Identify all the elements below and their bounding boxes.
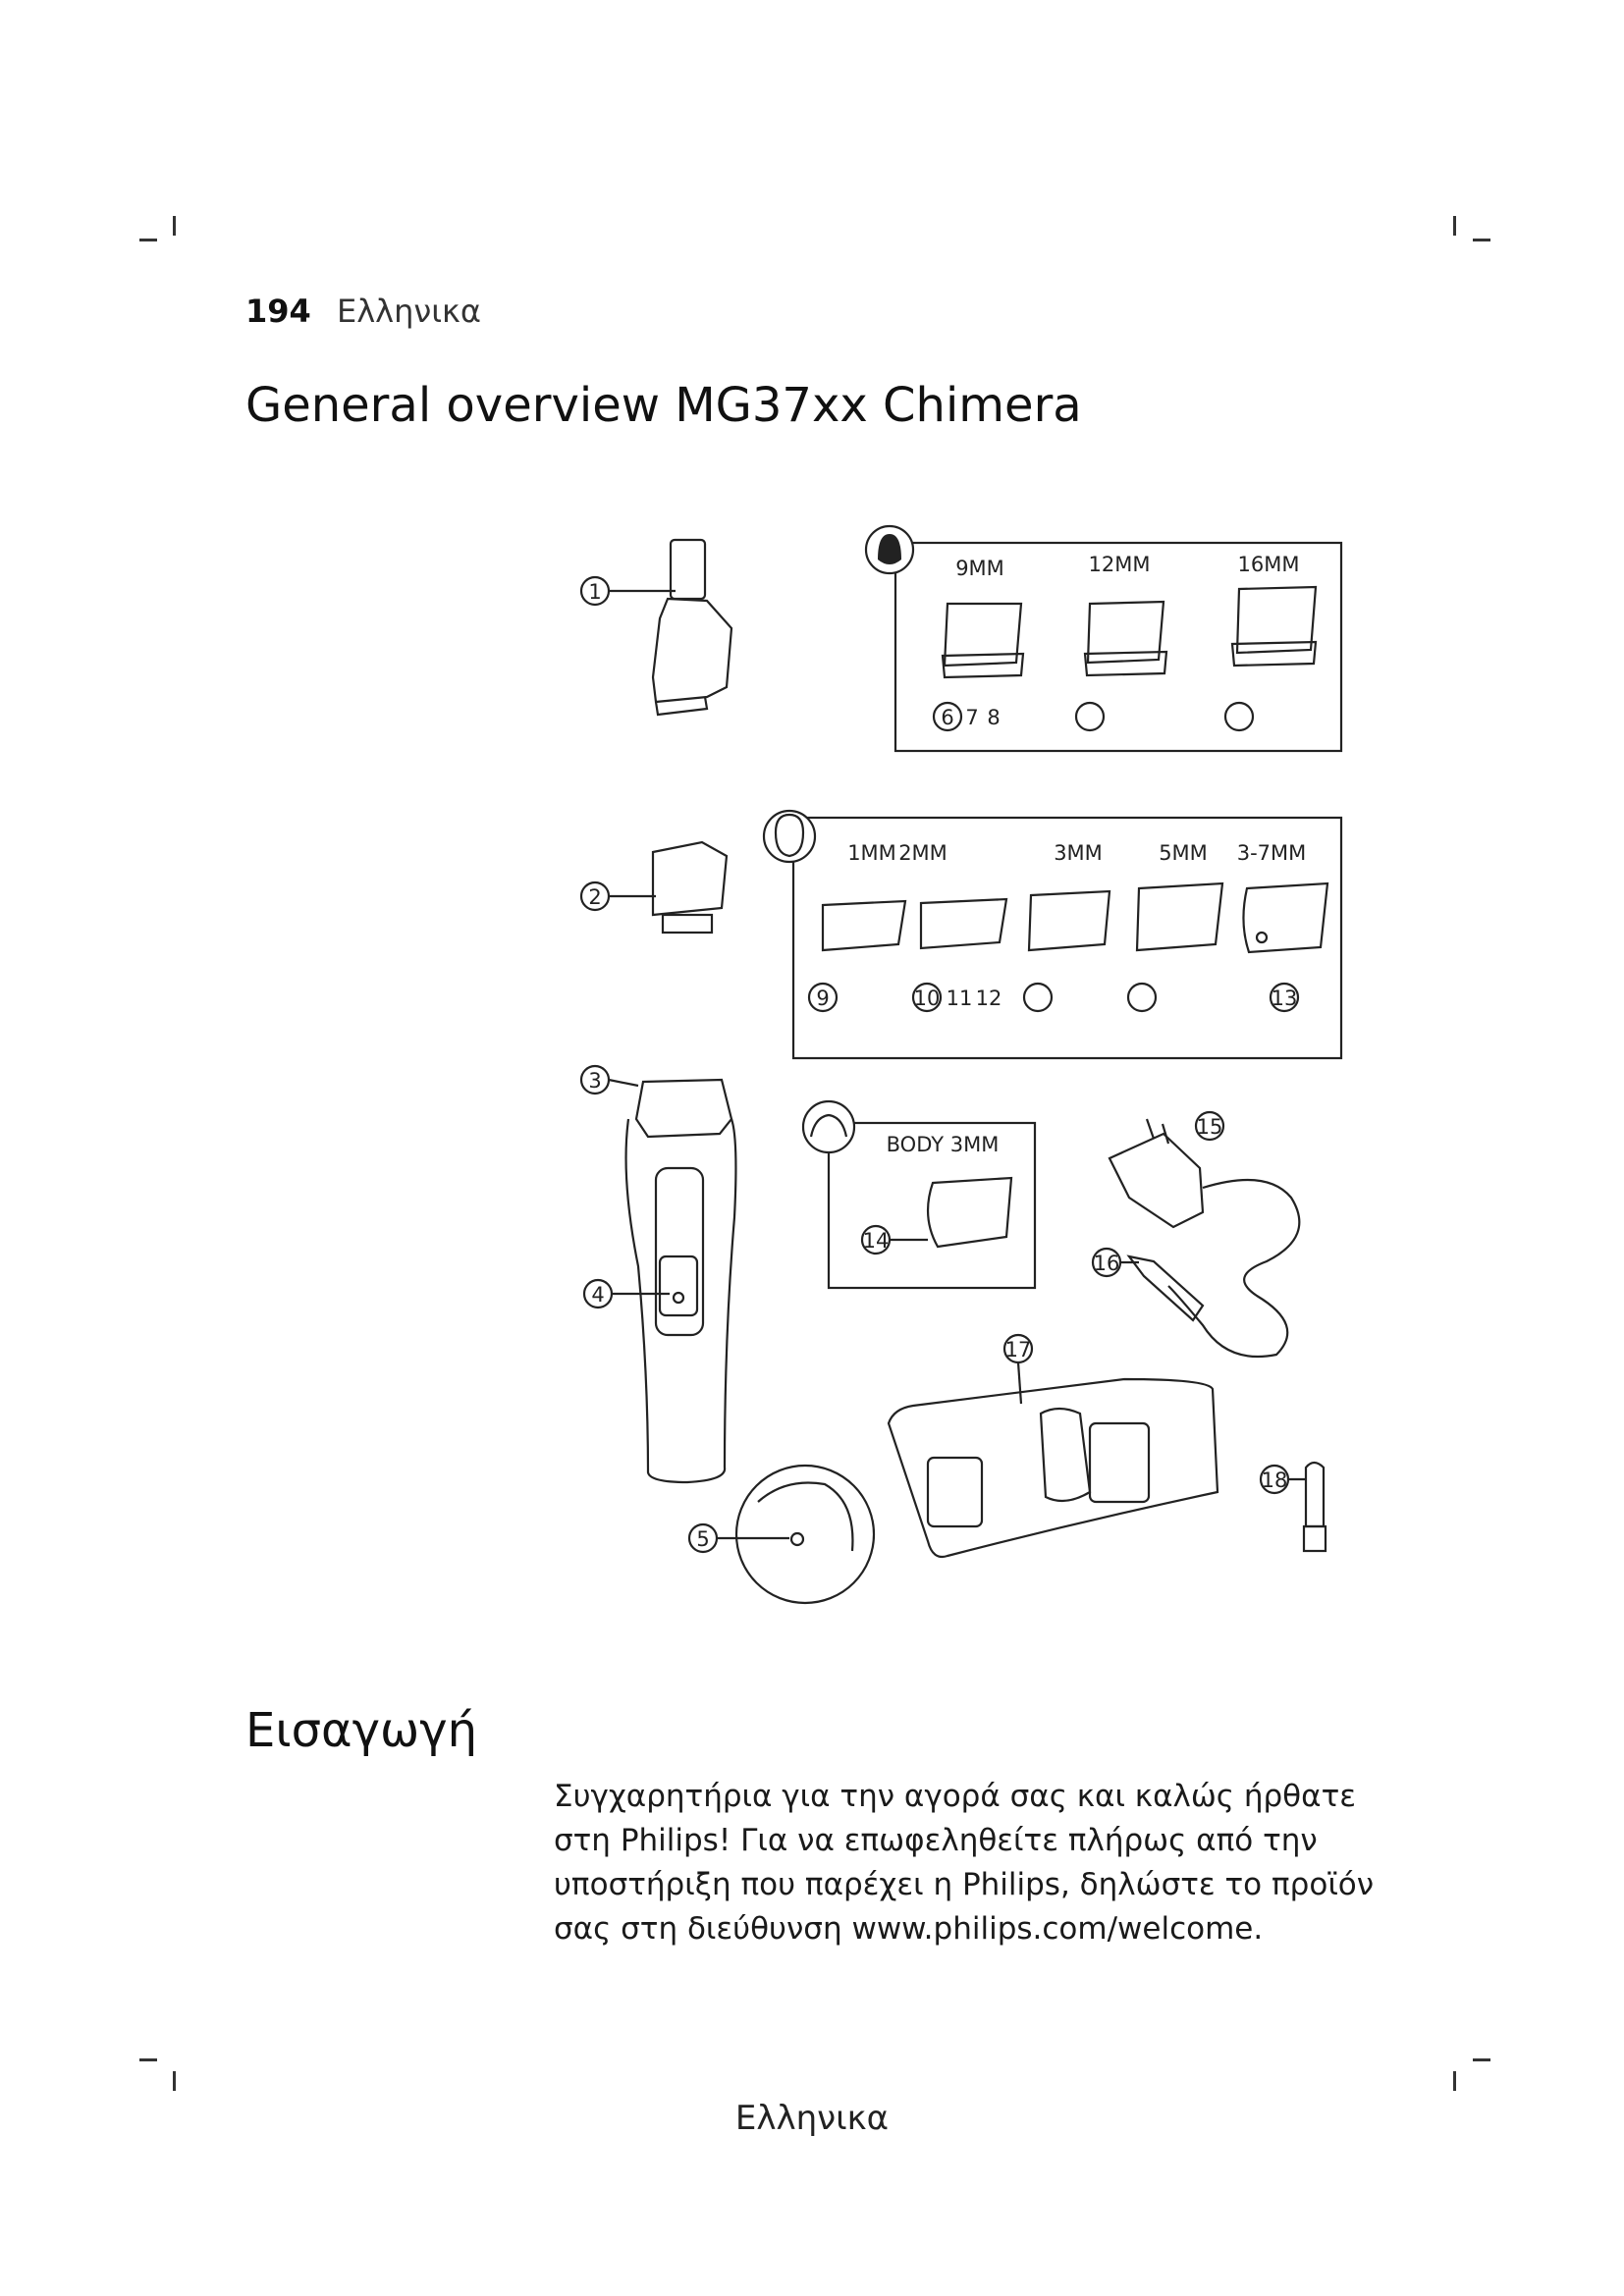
beard-comb-3mm — [1029, 891, 1110, 950]
cleaning-brush-illustration — [1304, 1463, 1326, 1551]
callout-8: 8 — [987, 706, 1001, 729]
trimmer-body-illustration — [626, 1080, 736, 1482]
beard-comb-5mm — [1137, 883, 1222, 950]
crop-mark — [1453, 216, 1456, 236]
callout-7: 7 — [965, 706, 979, 729]
beard-icon — [764, 811, 815, 862]
callout-6: 6 — [941, 706, 954, 729]
beard-comb-label-3-7mm: 3-7MM — [1236, 841, 1307, 865]
callout-17: 17 — [1004, 1338, 1032, 1362]
callout-14: 14 — [862, 1229, 890, 1253]
crop-mark — [1473, 239, 1490, 241]
crop-mark — [173, 216, 176, 236]
beard-comb-1mm — [823, 901, 905, 950]
beard-comb-label-1mm: 1MM — [847, 841, 896, 865]
crop-mark — [1453, 2071, 1456, 2091]
body-comb-label: BODY 3MM — [886, 1133, 1000, 1156]
head-comb-label-16mm: 16MM — [1237, 553, 1300, 576]
beard-comb-3-7mm — [1243, 883, 1327, 952]
head-comb-label-12mm: 12MM — [1088, 553, 1151, 576]
page-title: General overview MG37xx Chimera — [245, 378, 1082, 433]
callout-3: 3 — [588, 1069, 602, 1093]
storage-tray-illustration — [889, 1379, 1218, 1557]
crop-mark — [139, 2058, 157, 2061]
head-comb-16mm — [1232, 587, 1316, 666]
callout-18: 18 — [1261, 1468, 1288, 1492]
beard-comb-2mm — [921, 899, 1006, 948]
callout-10: 10 — [913, 987, 941, 1010]
callout-12: 12 — [975, 987, 1002, 1010]
callout-15: 15 — [1196, 1115, 1223, 1139]
footer-language: Ελληνικα — [734, 2099, 890, 2138]
beard-comb-label-2mm: 2MM — [898, 841, 947, 865]
callout-13: 13 — [1271, 987, 1298, 1010]
nose-trimmer-illustration — [653, 540, 731, 715]
charger-adapter-illustration — [1110, 1119, 1299, 1357]
callout-11: 11 — [946, 987, 973, 1010]
overview-figure — [0, 491, 1624, 1669]
header-language: Ελληνικα — [336, 293, 481, 330]
head-comb-12mm — [1085, 602, 1166, 675]
head-comb-9mm — [943, 604, 1023, 677]
detail-trimmer-illustration — [653, 842, 727, 933]
crop-mark — [139, 239, 157, 241]
callout-5: 5 — [696, 1527, 710, 1551]
body-comb — [928, 1178, 1011, 1247]
page-number: 194 — [245, 293, 311, 330]
head-comb-label-9mm: 9MM — [955, 557, 1004, 580]
beard-comb-label-5mm: 5MM — [1159, 841, 1208, 865]
body-icon — [803, 1101, 854, 1152]
page-header — [245, 293, 481, 330]
crop-mark — [173, 2071, 176, 2091]
callout-4: 4 — [591, 1283, 605, 1307]
callout-2: 2 — [588, 885, 602, 909]
callout-16: 16 — [1093, 1252, 1120, 1275]
callout-9: 9 — [816, 987, 830, 1010]
beard-comb-label-3mm: 3MM — [1054, 841, 1103, 865]
intro-paragraph: Συγχαρητήρια για την αγορά σας και καλώς ήρθατε στη Philips! Για να επωφεληθείτε πλήρως από την υποστήριξη που παρέχει η Philips, δηλώστε το προϊόν σας στη διεύθυνση www.philips.com/welcome. — [554, 1779, 1375, 1947]
crop-mark — [1473, 2058, 1490, 2061]
callout-1: 1 — [588, 580, 602, 604]
intro-heading: Εισαγωγή — [245, 1703, 478, 1758]
